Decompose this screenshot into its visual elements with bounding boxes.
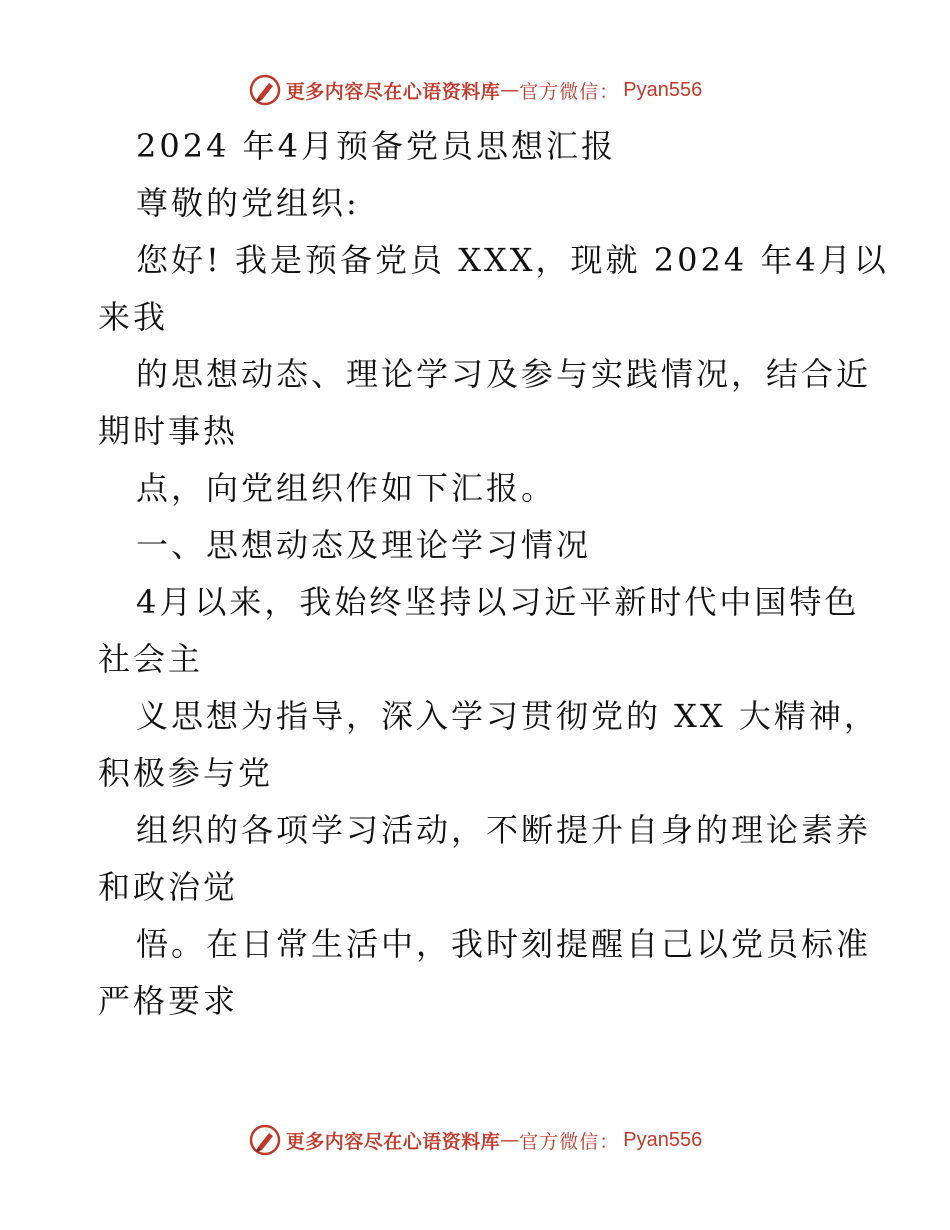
document-line: 点，向党组织作如下汇报。 <box>136 469 557 507</box>
document-line: 尊敬的党组织: <box>136 184 360 222</box>
banner-wechat-id: Pyan556 <box>623 78 703 101</box>
footer-banner <box>0 1118 950 1162</box>
banner-wechat-label: 官方微信： <box>519 80 620 103</box>
document-body <box>98 118 889 1030</box>
banner-dash: — <box>500 79 520 101</box>
document-line: 社会主 <box>98 640 204 678</box>
document-line: 期时事热 <box>98 412 239 450</box>
document-line: 来我 <box>98 298 169 336</box>
document-line: 严格要求 <box>98 982 239 1020</box>
banner-slogan: 更多内容尽在心语资料库 <box>285 80 501 103</box>
banner-slogan: 更多内容尽在心语资料库 <box>285 1130 501 1153</box>
document-line: 4月以来，我始终坚持以习近平新时代中国特色 <box>136 583 860 621</box>
document-line: 悟。在日常生活中，我时刻提醒自己以党员标准 <box>136 925 872 963</box>
banner-wechat-id: Pyan556 <box>623 1128 703 1151</box>
pen-logo-icon <box>248 1123 282 1157</box>
document-line: 积极参与党 <box>98 754 274 792</box>
pen-logo-icon <box>248 73 282 107</box>
document-line: 您好! 我是预备党员 XXX，现就 2024 年4月以 <box>136 241 889 279</box>
document-line: 一、思想动态及理论学习情况 <box>136 526 592 564</box>
document-line: 的思想动态、理论学习及参与实践情况，结合近 <box>136 355 872 393</box>
document-line: 2024 年4月预备党员思想汇报 <box>136 127 616 165</box>
banner-dash: — <box>500 1129 520 1151</box>
document-line: 义思想为指导，深入学习贯彻党的 XX 大精神， <box>136 697 879 735</box>
banner-wechat-label: 官方微信： <box>519 1130 620 1153</box>
header-banner <box>0 68 950 112</box>
document-line: 和政治觉 <box>98 868 239 906</box>
document-line: 组织的各项学习活动，不断提升自身的理论素养 <box>136 811 872 849</box>
